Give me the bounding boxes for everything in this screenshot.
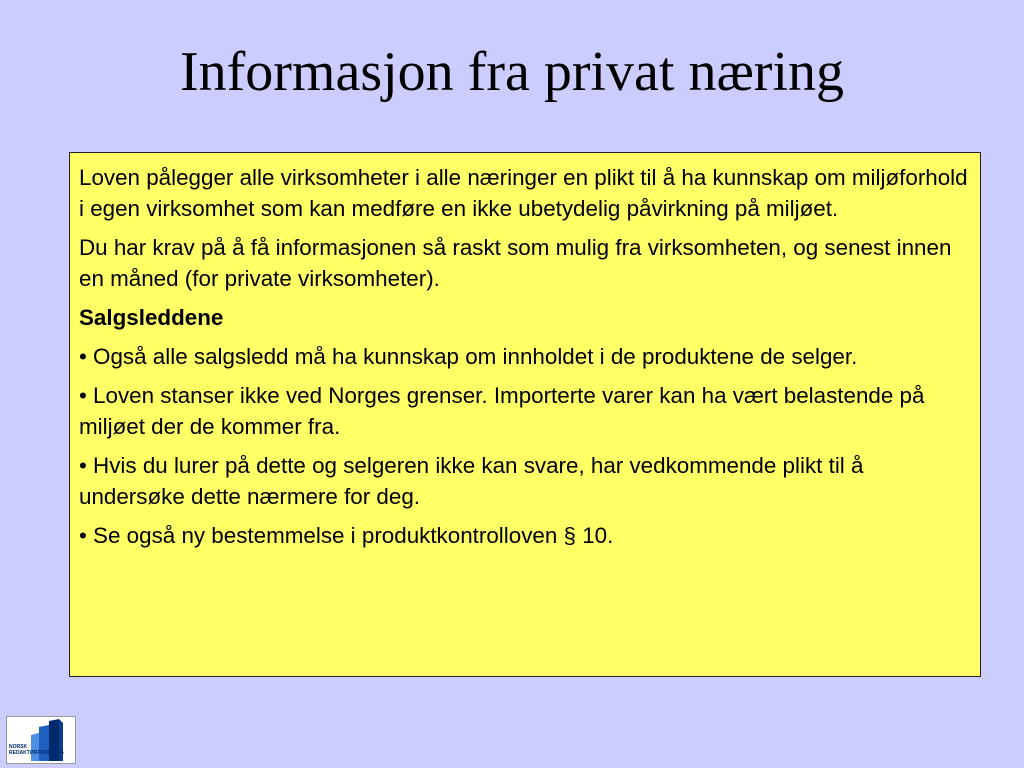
logo-text-line2: REDAKTØRFORENING [9, 750, 64, 756]
norsk-redaktorforening-logo [6, 716, 76, 764]
bullet-imported-goods: • Loven stanser ikke ved Norges grenser. Importerte varer kan ha vært belastende på miljøet der de kommer fra. [79, 383, 925, 439]
bullet-sales-knowledge: • Også alle salgsledd må ha kunnskap om innholdet i de produktene de selger. [79, 344, 858, 369]
logo-text [9, 744, 64, 756]
paragraph-duty: Loven pålegger alle virksomheter i alle næringer en plikt til å ha kunnskap om miljøforhold i egen virksomhet som kan medføre en ikke ubetydelig påvirkning på miljøet. [79, 165, 968, 221]
logo-icon [7, 717, 75, 763]
slide-body [79, 162, 974, 559]
section-heading-salgsleddene: Salgsleddene [79, 305, 224, 330]
slide-title: Informasjon fra privat næring [179, 41, 845, 103]
logo-text-line1: NORSK [9, 744, 28, 750]
bullet-product-control-act: • Se også ny bestemmelse i produktkontrolloven § 10. [79, 523, 614, 548]
paragraph-right-to-info: Du har krav på å få informasjonen så raskt som mulig fra virksomheten, og senest innen en måned (for private virksomheter). [79, 235, 952, 291]
bullet-seller-duty: • Hvis du lurer på dette og selgeren ikke kan svare, har vedkommende plikt til å undersøke dette nærmere for deg. [79, 453, 864, 509]
